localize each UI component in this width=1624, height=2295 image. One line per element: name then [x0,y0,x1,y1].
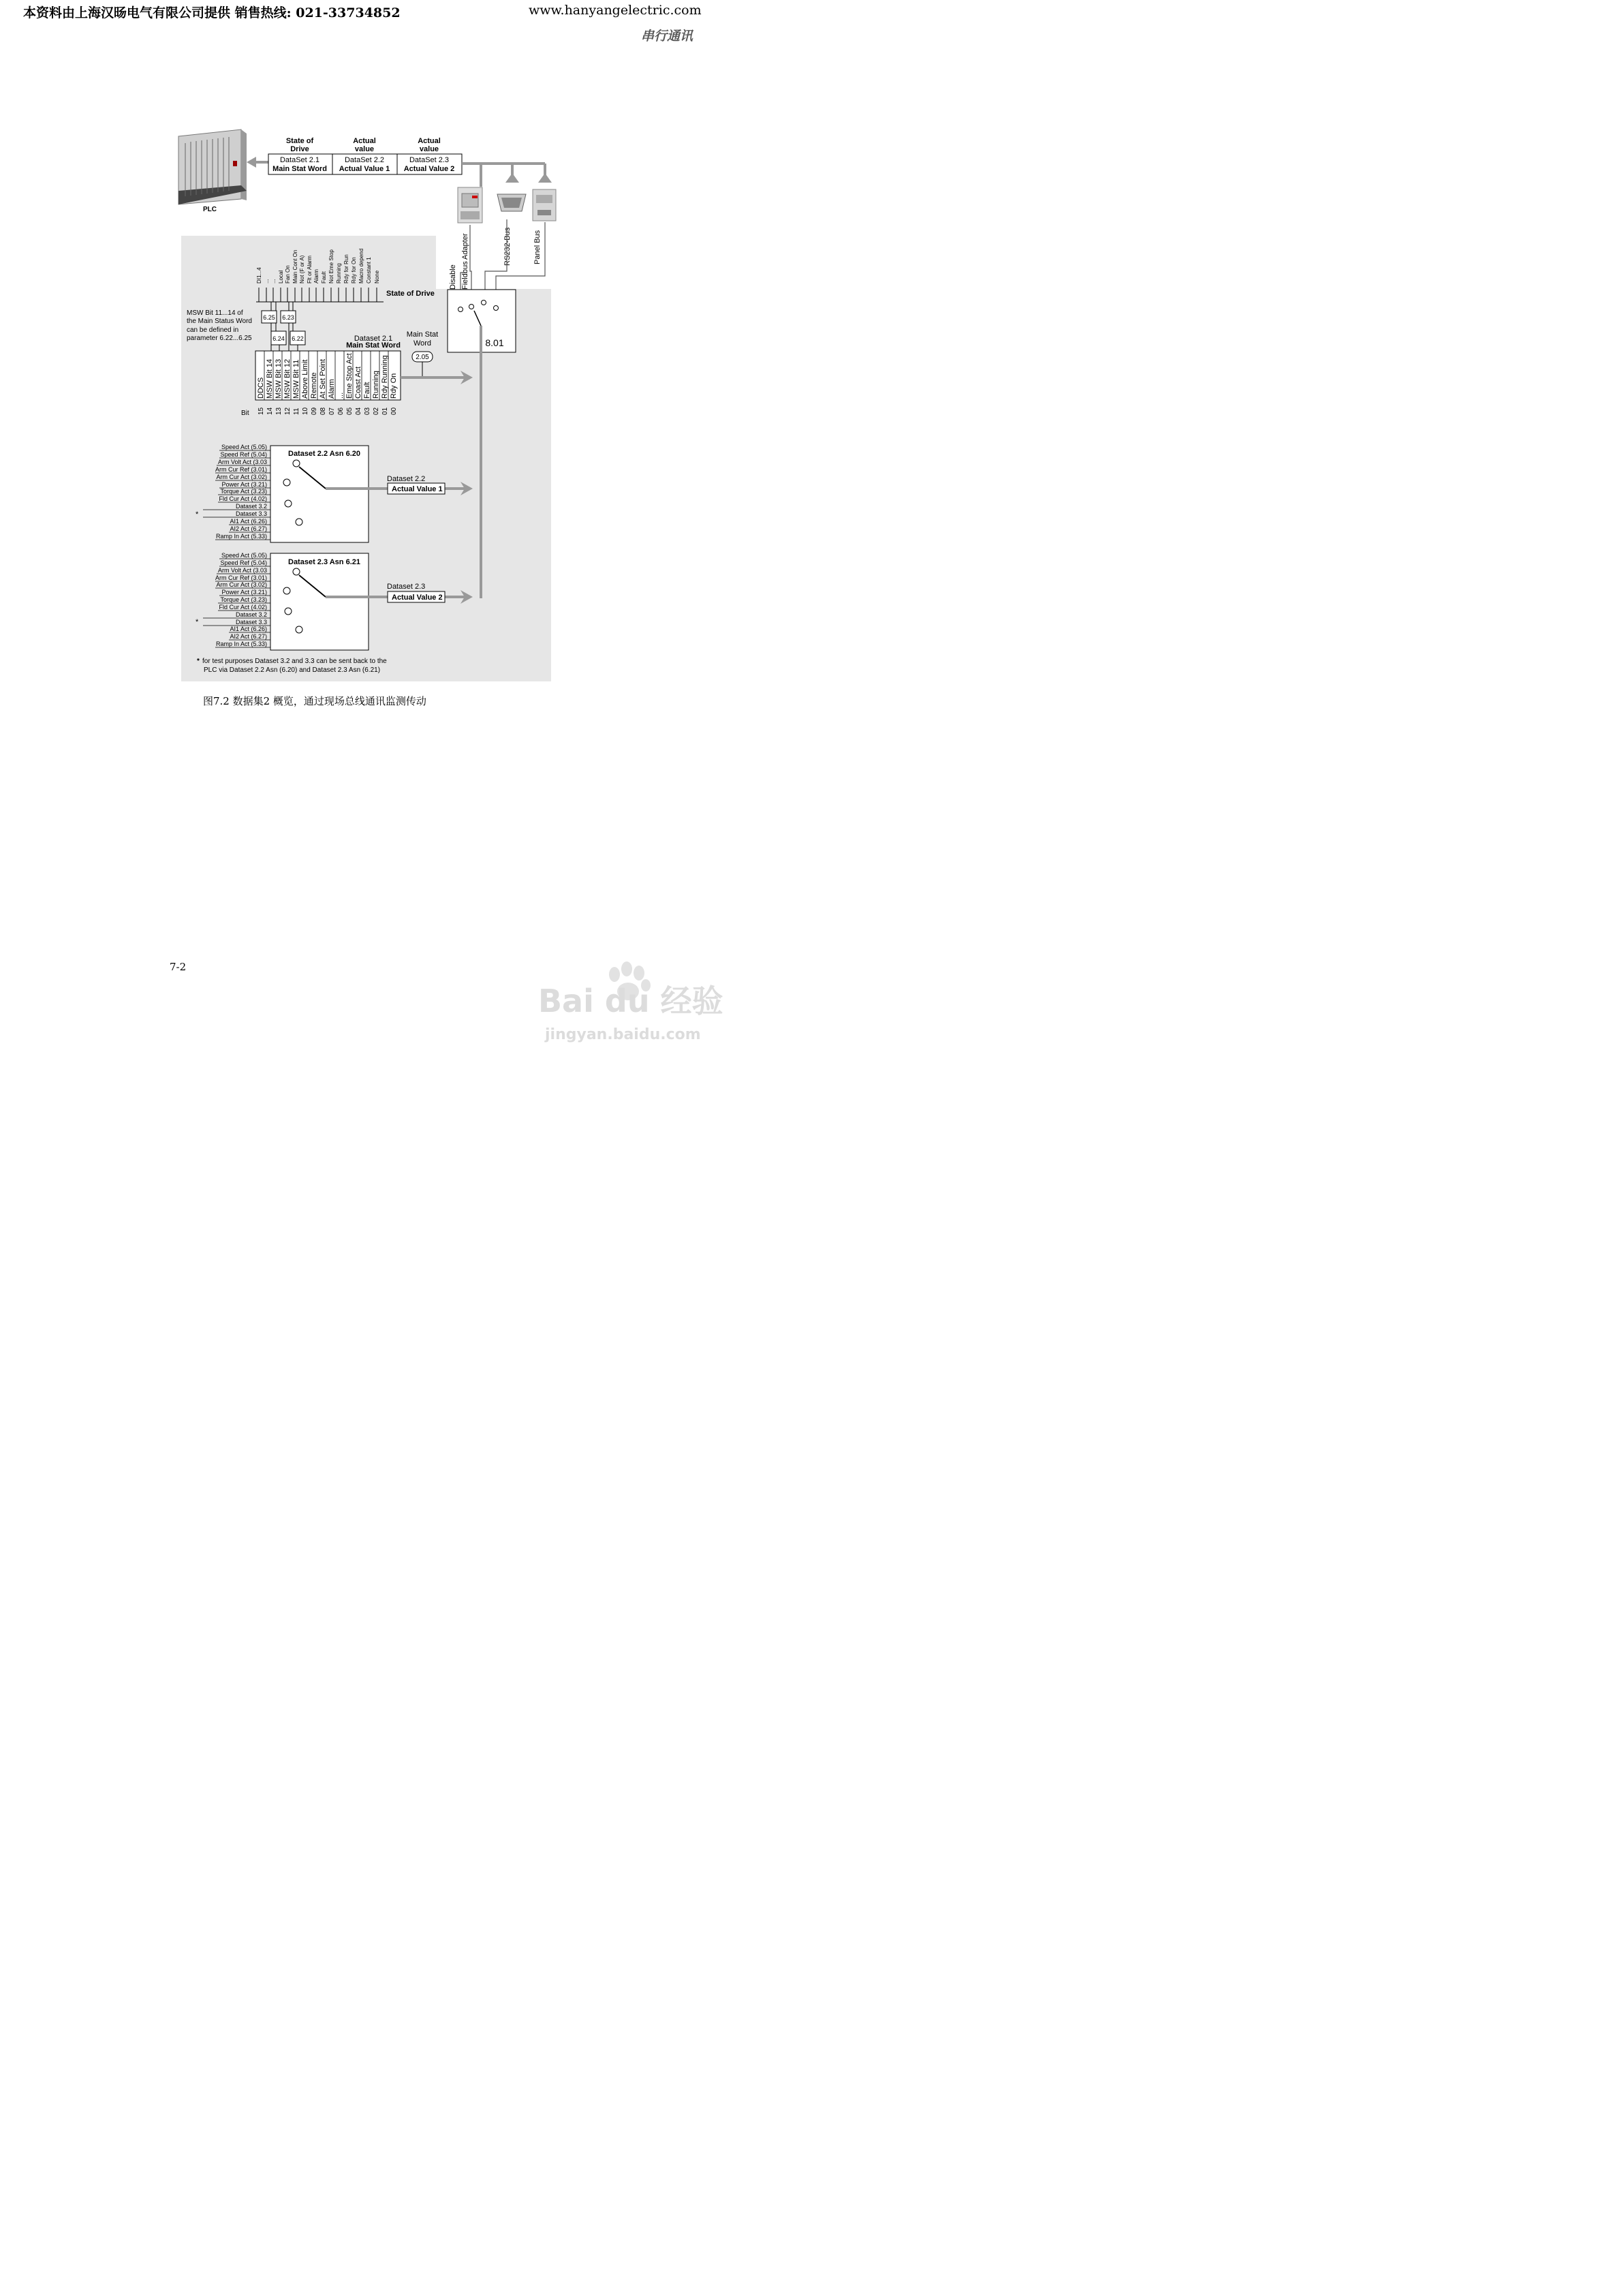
sel22-in-9: Dataset 3.3 [235,510,267,517]
ds22-head2: value [354,145,375,153]
footnote-line2: PLC via Dataset 2.2 Asn (6.20) and Dataset 2.3 Asn (6.21) [204,666,381,674]
src-local: Local [278,270,284,283]
sel23-in-2: Arm Volt Act (3.03 [217,567,267,574]
src-constant-1: Constant 1 [366,257,372,283]
bit02-num: 02 [373,407,380,415]
sel22-in-10: AI1 Act (6.26) [230,518,267,525]
header-provider-text: 本资料由上海汉旸电气有限公司提供 销售热线: 021-33734852 [23,5,401,20]
sel22-in-8: Dataset 3.2 [235,503,267,510]
sel22-in-1: Speed Ref (5.04) [220,451,267,458]
bit02-name: Running [372,371,380,399]
sel22-in-11: AI2 Act (6.27) [230,525,267,532]
src-alarm: Alarm [313,269,319,283]
bit08-num: 08 [319,407,327,415]
sel23-in-0: Speed Act (5.05) [221,552,267,559]
dataset21-desc: Main Stat Word [346,341,401,350]
sel22-star: * [196,510,199,519]
param-6-22: 6.22 [292,335,304,342]
bit15-num: 15 [257,407,265,415]
dataset23-selector-box [270,553,369,650]
sel22-in-0: Speed Act (5.05) [221,444,267,450]
ds21-desc: Main Stat Word [272,165,327,173]
page-number: 7-2 [170,961,187,973]
sel23-in-9: Dataset 3.3 [235,619,267,626]
sel22-in-6: Torque Act (3.23) [220,488,267,495]
bit00-name: Rdy On [390,373,398,399]
dataset22-out-desc: Actual Value 1 [392,485,443,493]
bit04-num: 04 [355,407,362,415]
watermark-url: jingyan.baidu.com [545,1026,701,1043]
param-6-24: 6.24 [272,335,285,342]
sel23-in-7: Fld Cur Act (4.02) [219,604,267,611]
dataset22-selector-box [270,446,369,542]
param-6-23: 6.23 [282,314,294,321]
src-fan-on: Fan On [285,265,291,283]
src-di: DI1...4 [256,267,262,283]
bit03-num: 03 [364,407,371,415]
bit09-name: Remote [310,372,318,399]
sel22-in-5: Power Act (3.21) [221,481,267,488]
bit14-num: 14 [266,407,274,415]
ds21-name: DataSet 2.1 [279,156,320,164]
src-not-eme-stop: Not Eme Stop [328,249,334,283]
sel23-in-12: Ramp In Act (5.33) [215,641,267,647]
ds23-head1: Actual [418,137,441,145]
msw-label1: Main Stat [406,330,439,339]
rs232-bus-label: RS232-Bus [503,227,512,266]
switch-param: 8.01 [485,337,504,348]
bit11-name: MSW Bit 11 [292,359,300,399]
ds21-head1: State of [285,137,314,145]
footnote-star: * [197,658,200,665]
bit01-num: 01 [381,407,389,415]
msw-note-line4: parameter 6.22...6.25 [187,335,252,342]
src-not-f-or-a: Not (F or A) [299,255,305,283]
bit06-num: 06 [337,407,345,415]
sel23-in-11: AI2 Act (6.27) [230,633,267,640]
dataset2-diagram [0,0,751,1062]
bit12-name: MSW Bit 12 [283,358,292,399]
sel22-in-2: Arm Volt Act (3.03 [217,459,267,465]
bit13-num: 13 [275,407,283,415]
src-rdy-for-run: Rdy for Run [343,254,349,283]
sel23-in-8: Dataset 3.2 [235,611,267,618]
ds21-head2: Drive [290,145,309,153]
sel22-in-4: Arm Cur Act (3.02) [216,474,267,480]
dataset23-out-desc: Actual Value 2 [392,594,443,602]
sel23-in-1: Speed Ref (5.04) [220,559,267,566]
bit03-name: Fault [363,382,371,399]
bit11-num: 11 [293,407,300,415]
bit00-num: 00 [390,407,398,415]
sel22-in-12: Ramp In Act (5.33) [215,533,267,540]
msw-note-line1: MSW Bit 11...14 of [187,309,243,317]
bit10-num: 10 [302,407,309,415]
sel23-in-6: Torque Act (3.23) [220,596,267,603]
header-url: www.hanyangelectric.com [529,3,702,18]
bit04-name: Coast Act [354,366,362,399]
bit13-name: MSW Bit 13 [275,358,283,399]
bit08-name: At Set Point [319,358,327,399]
panel-bus-module-icon [533,189,556,221]
bit01-name: Rdy Running [381,355,389,399]
panel-bus-label: Panel Bus [533,230,542,264]
bit05-name: Eme Stop Act [345,353,354,399]
fieldbus-adapter-icon [458,187,482,223]
dataset22-out-label: Dataset 2.2 [387,475,426,483]
bit12-num: 12 [284,407,292,415]
src-dots1: ... [264,279,270,283]
plc-device-icon [178,129,247,204]
disable-label: Disable [449,264,457,290]
bit09-num: 09 [311,407,318,415]
sel23-in-10: AI1 Act (6.26) [230,626,267,632]
bit07-num: 07 [328,407,336,415]
sel23-in-3: Arm Cur Ref (3.01) [215,574,267,581]
state-of-drive-title: State of Drive [386,290,435,298]
bit-label: Bit [241,410,249,417]
fieldbus-adapter-label: Fieldbus Adapter [461,233,469,290]
ds23-head2: value [419,145,439,153]
watermark-brand: Bai du 经验 [538,983,723,1019]
ds23-name: DataSet 2.3 [409,156,450,164]
src-rdy-for-on: Rdy for On [351,257,357,283]
src-dots2: ... [270,279,277,283]
sel23-in-4: Arm Cur Act (3.02) [216,581,267,588]
bit07-name: Alarm [328,379,336,399]
dataset22-selector-title: Dataset 2.2 Asn 6.20 [288,450,360,458]
msw-note-line2: the Main Status Word [187,318,252,325]
sel23-star: * [196,618,199,626]
dataset21-label: Dataset 2.1 [354,335,393,343]
src-flt-or-alarm: Flt or Alarm [307,256,313,283]
plc-label: PLC [203,206,217,213]
sel22-in-7: Fld Cur Act (4.02) [219,495,267,502]
sel22-in-3: Arm Cur Ref (3.01) [215,466,267,473]
footnote-line1: for test purposes Dataset 3.2 and 3.3 can be sent back to the [202,658,387,665]
bit06-name: ... [337,392,345,399]
msw-note-line3: can be defined in [187,326,239,334]
dataset23-out-label: Dataset 2.3 [387,583,426,591]
bit14-name: MSW Bit 14 [266,358,274,399]
ds22-head1: Actual [353,137,376,145]
bit10-name: Above Limit [301,359,309,399]
param-6-25: 6.25 [263,314,275,321]
src-running: Running [336,263,342,283]
baidu-watermark-logo [538,954,743,1056]
ds22-name: DataSet 2.2 [344,156,385,164]
src-none: None [374,270,380,283]
src-main-cont-on: Main Cont On [292,249,298,283]
section-title: 串行通讯 [641,29,693,44]
sel23-in-5: Power Act (3.21) [221,589,267,596]
msw-label2: Word [413,339,432,348]
paw-icon [538,954,743,1056]
ds22-desc: Actual Value 1 [339,165,390,173]
ds23-desc: Actual Value 2 [403,165,455,173]
bit15-name: DDCS [257,377,265,399]
dataset23-selector-title: Dataset 2.3 Asn 6.21 [288,558,360,566]
msw-param: 2.05 [416,354,429,361]
figure-caption: 图7.2 数据集2 概览，通过现场总线通讯监测传动 [203,695,426,707]
src-macro-depend: Macro depend [358,248,364,283]
src-fault: Fault [321,271,327,283]
bit05-num: 05 [346,407,354,415]
rs232-connector-icon [497,194,526,211]
